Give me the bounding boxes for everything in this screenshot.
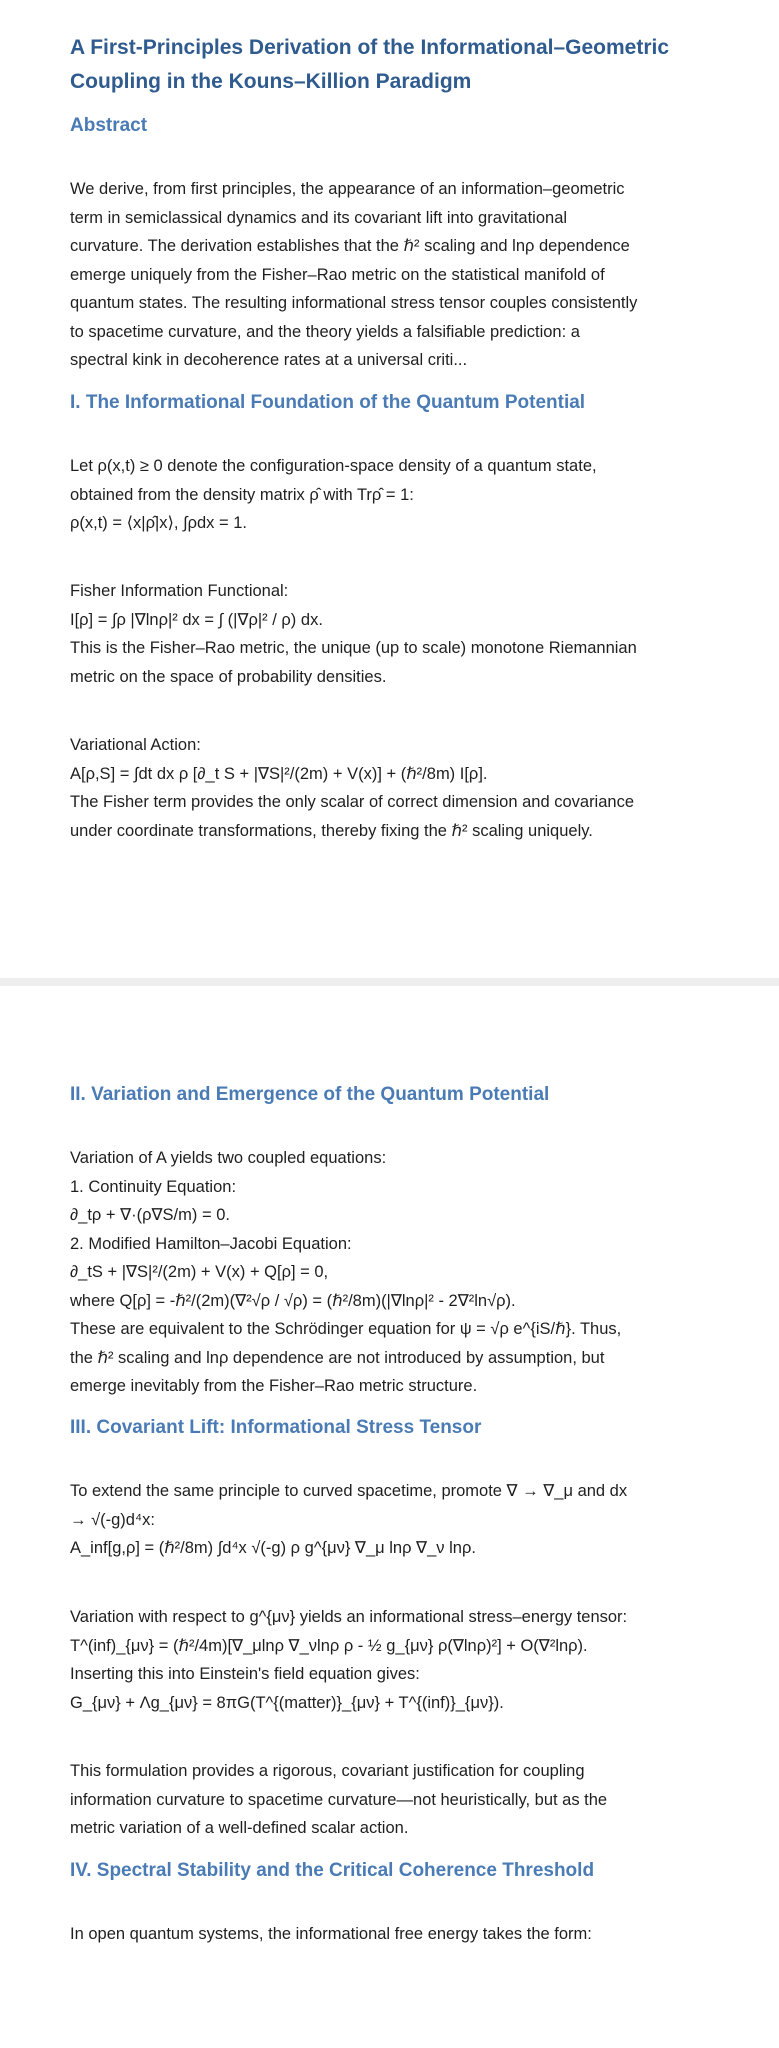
text-line: To extend the same principle to curved spacetime, promote ∇ → ∇_μ and dx [70, 1482, 628, 1500]
section-1-heading: I. The Informational Foundation of the Quantum Potential [70, 392, 586, 413]
title-line: A First-Principles Derivation of the Informational–Geometric [70, 36, 670, 59]
text-line: These are equivalent to the Schrödinger equation for ψ = √ρ e^{iS/ℏ}. Thus, [70, 1320, 622, 1338]
text-line: the ℏ² scaling and lnρ dependence are not introduced by assumption, but [70, 1348, 605, 1367]
abstract-heading: Abstract [70, 115, 148, 136]
section-3-paragraph-1 [70, 1477, 710, 1563]
text-line: Inserting this into Einstein's field equation gives: [70, 1665, 420, 1683]
text-line: Let ρ(x,t) ≥ 0 denote the configuration-space density of a quantum state, [70, 457, 597, 475]
equation-line: I[ρ] = ∫ρ |∇lnρ|² dx = ∫ (|∇ρ|² / ρ) dx. [70, 610, 323, 629]
text-line: 2. Modified Hamilton–Jacobi Equation: [70, 1234, 352, 1253]
text-line: emerge inevitably from the Fisher–Rao metric structure. [70, 1377, 478, 1395]
title-line: Coupling in the Kouns–Killion Paradigm [70, 70, 472, 93]
text-line: term in semiclassical dynamics and its covariant lift into gravitational [70, 208, 568, 227]
equation-line: ρ(x,t) = ⟨x|ρ̂|x⟩, ∫ρdx = 1. [70, 514, 247, 532]
text-line: curvature. The derivation establishes that the ℏ² scaling and lnρ dependence [70, 237, 630, 255]
section-4-heading: IV. Spectral Stability and the Critical Coherence Threshold [70, 1860, 595, 1881]
text-line: Variation of A yields two coupled equations: [70, 1149, 387, 1167]
document-title [70, 31, 710, 99]
text-line: This is the Fisher–Rao metric, the unique (up to scale) monotone Riemannian [70, 639, 637, 657]
text-line: metric variation of a well-defined scalar action. [70, 1819, 409, 1837]
text-line: Fisher Information Functional: [70, 582, 289, 600]
page-divider [0, 978, 779, 986]
text-line: Variational Action: [70, 736, 201, 754]
text-line: Variation with respect to g^{μν} yields an informational stress–energy tensor: [70, 1608, 628, 1626]
equation-line: ∂_tρ + ∇·(ρ∇S/m) = 0. [70, 1206, 230, 1224]
section-2-paragraph [70, 1144, 710, 1401]
equation-line: where Q[ρ] = -ℏ²/(2m)(∇²√ρ / √ρ) = (ℏ²/8m)(|∇lnρ|² - 2∇²ln√ρ). [70, 1291, 516, 1310]
equation-line: G_{μν} + Λg_{μν} = 8πG(T^{(matter)}_{μν} + T^{(inf)}_{μν}). [70, 1693, 504, 1712]
page-sheet-1 [0, 0, 779, 980]
text-line: The Fisher term provides the only scalar of correct dimension and covariance [70, 793, 635, 811]
text-line: obtained from the density matrix ρ̂ with Trρ̂ = 1: [70, 485, 414, 504]
text-line: to spacetime curvature, and the theory yields a falsifiable prediction: a [70, 322, 580, 341]
text-line: emerge uniquely from the Fisher–Rao metric on the statistical manifold of [70, 265, 605, 284]
equation-line: ∂_tS + |∇S|²/(2m) + V(x) + Q[ρ] = 0, [70, 1263, 329, 1281]
section-1-paragraph-3 [70, 731, 710, 845]
section-3-heading: III. Covariant Lift: Informational Stress Tensor [70, 1417, 482, 1438]
text-line: information curvature to spacetime curvature—not heuristically, but as the [70, 1790, 608, 1809]
abstract-paragraph [70, 175, 710, 375]
section-1-paragraph-2 [70, 577, 710, 691]
section-1-paragraph-1 [70, 452, 710, 538]
equation-line: T^(inf)_{μν} = (ℏ²/4m)[∇_μlnρ ∇_νlnρ ρ - ½ g_{μν} ρ(∇lnρ)²] + O(∇²lnρ). [70, 1636, 588, 1655]
equation-line: A[ρ,S] = ∫dt dx ρ [∂_t S + |∇S|²/(2m) + V(x)] + (ℏ²/8m) I[ρ]. [70, 764, 488, 783]
text-line: This formulation provides a rigorous, covariant justification for coupling [70, 1762, 585, 1780]
text-line: 1. Continuity Equation: [70, 1177, 237, 1196]
section-2-heading: II. Variation and Emergence of the Quantum Potential [70, 1084, 550, 1105]
text-line: We derive, from first principles, the appearance of an information–geometric [70, 180, 625, 198]
text-line: spectral kink in decoherence rates at a universal criti... [70, 351, 468, 369]
equation-line: A_inf[g,ρ] = (ℏ²/8m) ∫d⁴x √(-g) ρ g^{μν} ∇_μ lnρ ∇_ν lnρ. [70, 1539, 476, 1557]
section-4-paragraph [70, 1920, 710, 1949]
section-3-paragraph-3 [70, 1757, 710, 1843]
title [70, 31, 710, 99]
text-line: In open quantum systems, the informational free energy takes the form: [70, 1925, 592, 1943]
section-3-paragraph-2 [70, 1603, 710, 1717]
text-line: quantum states. The resulting informational stress tensor couples consistently [70, 294, 638, 312]
text-line: metric on the space of probability densities. [70, 667, 387, 686]
text-line: → √(-g)d⁴x: [70, 1510, 155, 1529]
text-line: under coordinate transformations, thereby fixing the ℏ² scaling uniquely. [70, 821, 593, 840]
